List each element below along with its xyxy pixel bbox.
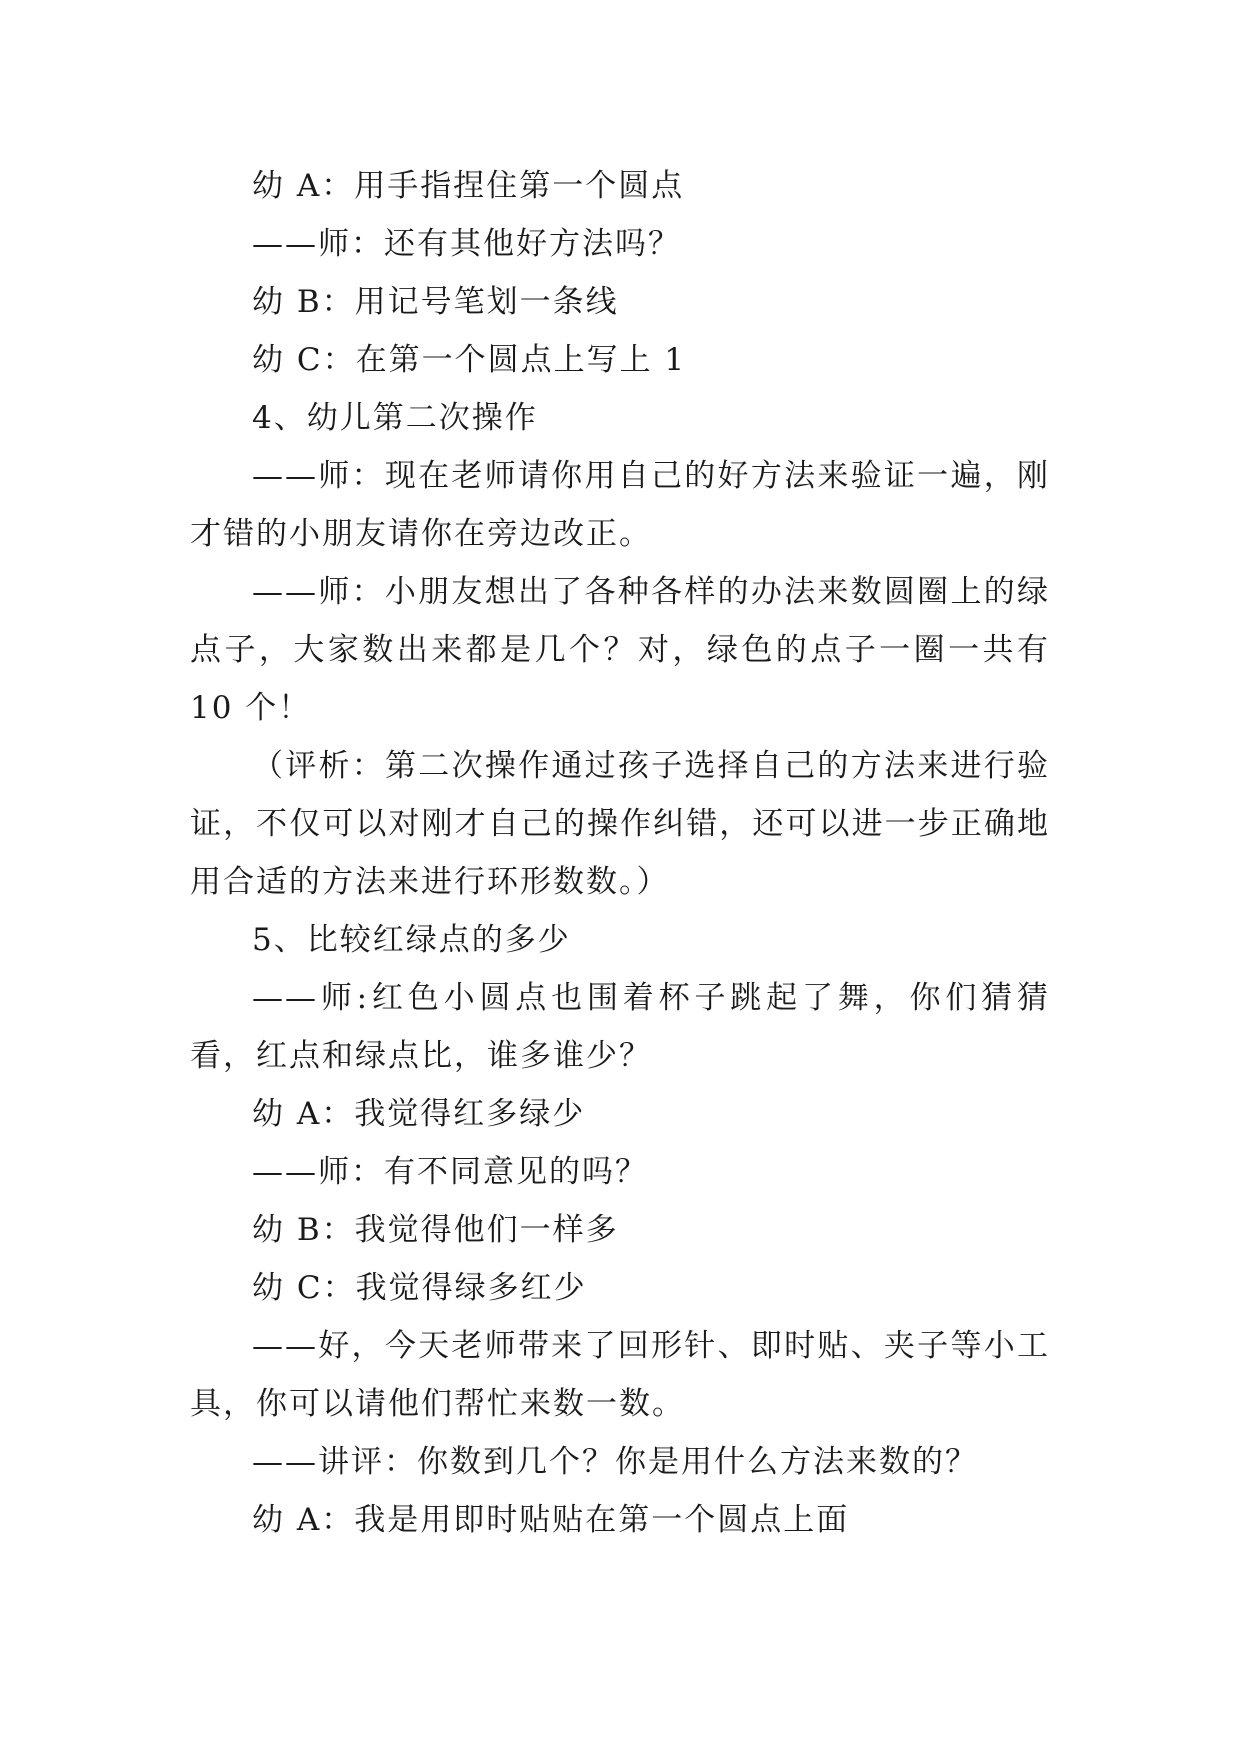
section-heading: 4、幼儿第二次操作 xyxy=(252,400,538,436)
paragraph: 幼 A：我觉得红多绿少 xyxy=(252,1096,586,1132)
paragraph: ——师：现在老师请你用自己的好方法来验证一遍，刚才错的小朋友请你在旁边改正。 xyxy=(190,458,1050,552)
paragraph: 幼 A：用手指捏住第一个圆点 xyxy=(252,168,685,204)
paragraph: 幼 C：我觉得绿多红少 xyxy=(252,1270,587,1306)
commentary-paragraph: （评析：第二次操作通过孩子选择自己的方法来进行验证，不仅可以对刚才自己的操作纠错，还可以进一步正确地用合适的方法来进行环形数数。） xyxy=(190,748,1050,900)
paragraph: ——好，今天老师带来了回形针、即时贴、夹子等小工具，你可以请他们帮忙来数一数。 xyxy=(190,1328,1050,1422)
document-body xyxy=(190,157,1050,1549)
paragraph: ——师:红色小圆点也围着杯子跳起了舞，你们猜猜看，红点和绿点比，谁多谁少？ xyxy=(190,980,1050,1074)
paragraph: ——师：小朋友想出了各种各样的办法来数圆圈上的绿点子，大家数出来都是几个？对，绿色的点子一圈一共有 10 个！ xyxy=(190,574,1050,726)
paragraph: 幼 A：我是用即时贴贴在第一个圆点上面 xyxy=(252,1502,850,1538)
paragraph: 幼 C：在第一个圆点上写上 1 xyxy=(252,342,687,378)
paragraph: 幼 B：我觉得他们一样多 xyxy=(252,1212,619,1248)
section-heading: 5、比较红绿点的多少 xyxy=(252,922,571,958)
paragraph: 幼 B：用记号笔划一条线 xyxy=(252,284,619,320)
paragraph: ——师：还有其他好方法吗？ xyxy=(252,226,681,262)
paragraph: ——讲评：你数到几个？你是用什么方法来数的？ xyxy=(252,1444,978,1480)
paragraph: ——师：有不同意见的吗？ xyxy=(252,1154,648,1190)
